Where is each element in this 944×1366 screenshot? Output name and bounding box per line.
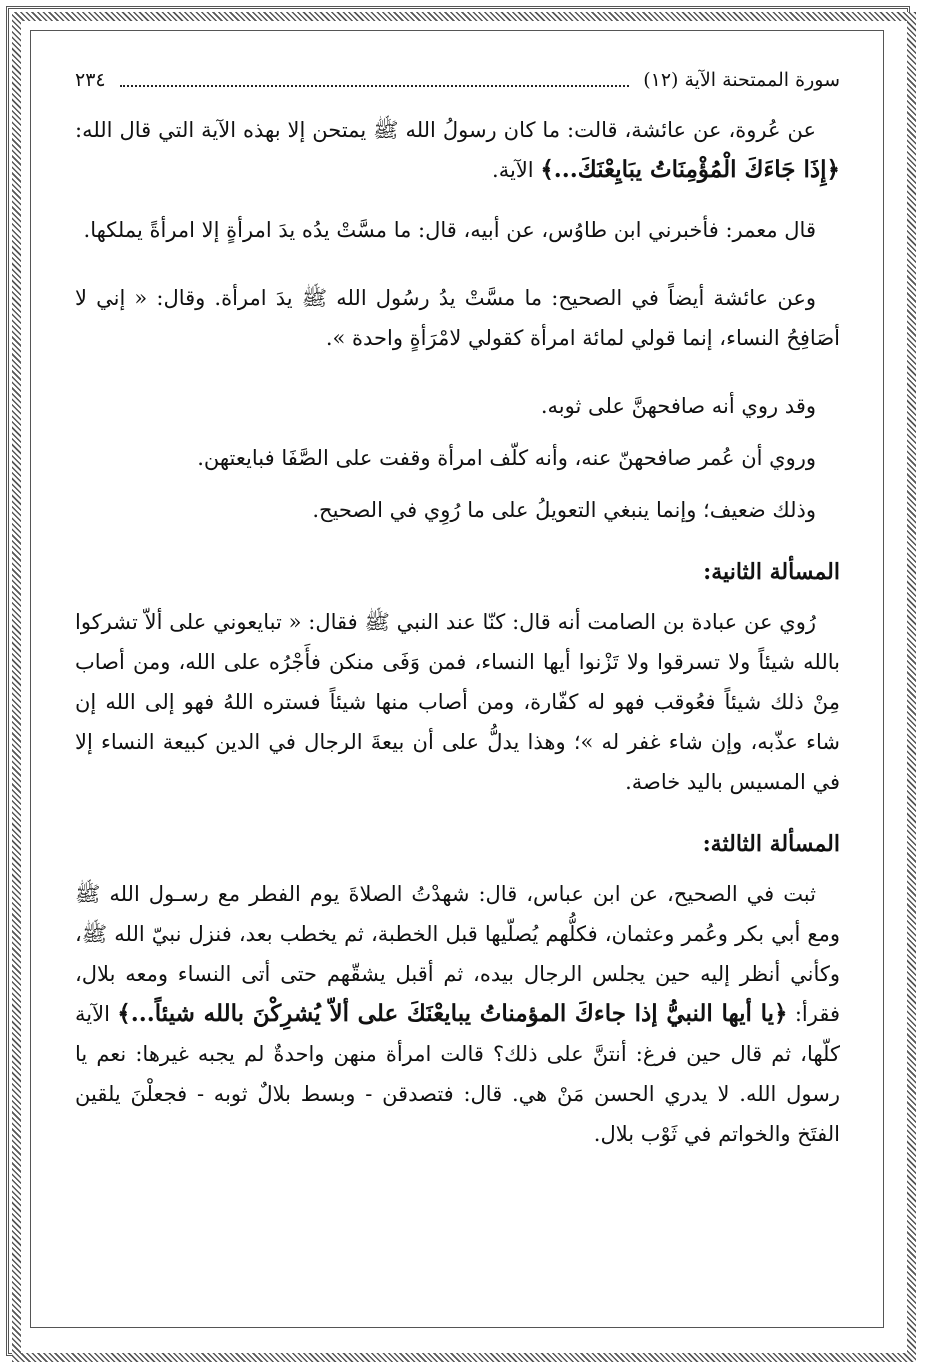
paragraph-daif: وذلك ضعيف؛ وإنما ينبغي التعويلُ على ما رُوِي في الصحيح. <box>312 498 816 522</box>
section-3-text-after: الآية كلّها، ثم قال حين فرغ: أنتنَّ على ذلك؟ قالت امرأة منهن واحدةٌ لم يجبه غيرها: نعم يا رسول الله. لا يدري الحسن مَنْ هي. قال: فتصدقن - وبسط بلالٌ ثوبه - فجعلْنَ يلقين الفتَخ والخواتم في ثَوْب بلال. <box>75 1002 840 1146</box>
quran-quote: ﴿يا أيها النبيُّ إذا جاءكَ المؤمناتُ يبايعْنَكَ على ألاّ يُشرِكْنَ بالله شيئاً...﴾ <box>117 1000 788 1027</box>
paragraph-riwaya-1: وقد روي أنه صافحهنَّ على ثوبه. <box>540 394 816 418</box>
paragraph-urwa <box>75 110 840 190</box>
section-2 <box>75 552 840 592</box>
page-content <box>75 58 840 1154</box>
page-number: ٢٣٤ <box>75 69 106 91</box>
surah-title: سورة الممتحنة الآية (١٢) <box>643 69 840 91</box>
section-3-text <box>75 874 840 1154</box>
section-heading: المسألة الثالثة: <box>702 831 840 857</box>
section-heading: المسألة الثانية: <box>703 559 840 585</box>
paragraph-aisha: وعن عائشة أيضاً في الصحيح: ما مسَّتْ يدُ رسُول الله ﷺ يدَ امرأة. وقال: « إني لا أصَافِحُ النساء، إنما قولي لمائة امرأة كقولي لامْرَأةٍ واحدة ». <box>75 286 840 350</box>
paragraph-text: عن عُروة، عن عائشة، قالت: ما كان رسولُ الله ﷺ يمتحن إلا بهذه الآية التي قال الله: <box>75 118 816 142</box>
section-2-text: رُوي عن عبادة بن الصامت أنه قال: كنّا عند النبي ﷺ فقال: « تبايعوني على ألاّ تشركوا بالله شيئاً ولا تسرقوا ولا تَزْنوا أيها النساء، فمن وَفَى منكن فأَجْرُه على الله، ومن أصاب مِنْ ذلك شيئاً فعُوقب فهو له كفّارة، ومن أصاب منها شيئاً فستره اللهُ فهو إلى الله إن شاء عذّبه، وإن شاء غفر له »؛ وهذا يدلُّ على أن بيعةَ الرجال في الدين كبيعة النساء إلا في المسيس باليد خاصة. <box>75 610 840 794</box>
section-3 <box>75 824 840 864</box>
section-3-text-before: ثبت في الصحيح، عن ابن عباس، قال: شهدْتُ الصلاةَ يوم الفطر مع رسـول الله ﷺ ومع أبي بكر وعُمر وعثمان، فكلُّهم يُصلّيها قبل الخطبة، ثم يخطب بعد، فنزل نبيّ الله ﷺ، وكأني أنظر إليه حين يجلس الرجال بيده، ثم أقبل يشقّهم حتى أتى النساء ومعه بلال، فقرأ: <box>75 882 840 1026</box>
header-leader-dots <box>120 85 630 87</box>
running-header <box>75 58 840 102</box>
paragraph-riwaya-2: وروي أن عُمر صافحهنّ عنه، وأنه كلّف امرأة وقفت على الصَّفَا فبايعتهن. <box>197 446 816 470</box>
quran-quote: ﴿إِذَا جَاءَكَ الْمُؤْمِنَاتُ يبَايِعْنَكَ...﴾ <box>540 156 840 183</box>
paragraph-mamar: قال معمر: فأخبرني ابن طاوُس، عن أبيه، قال: ما مسَّتْ يدُه يدَ امرأةٍ إلا امرأةً يملكها. <box>83 218 816 242</box>
paragraph-tail: الآية. <box>492 158 541 182</box>
